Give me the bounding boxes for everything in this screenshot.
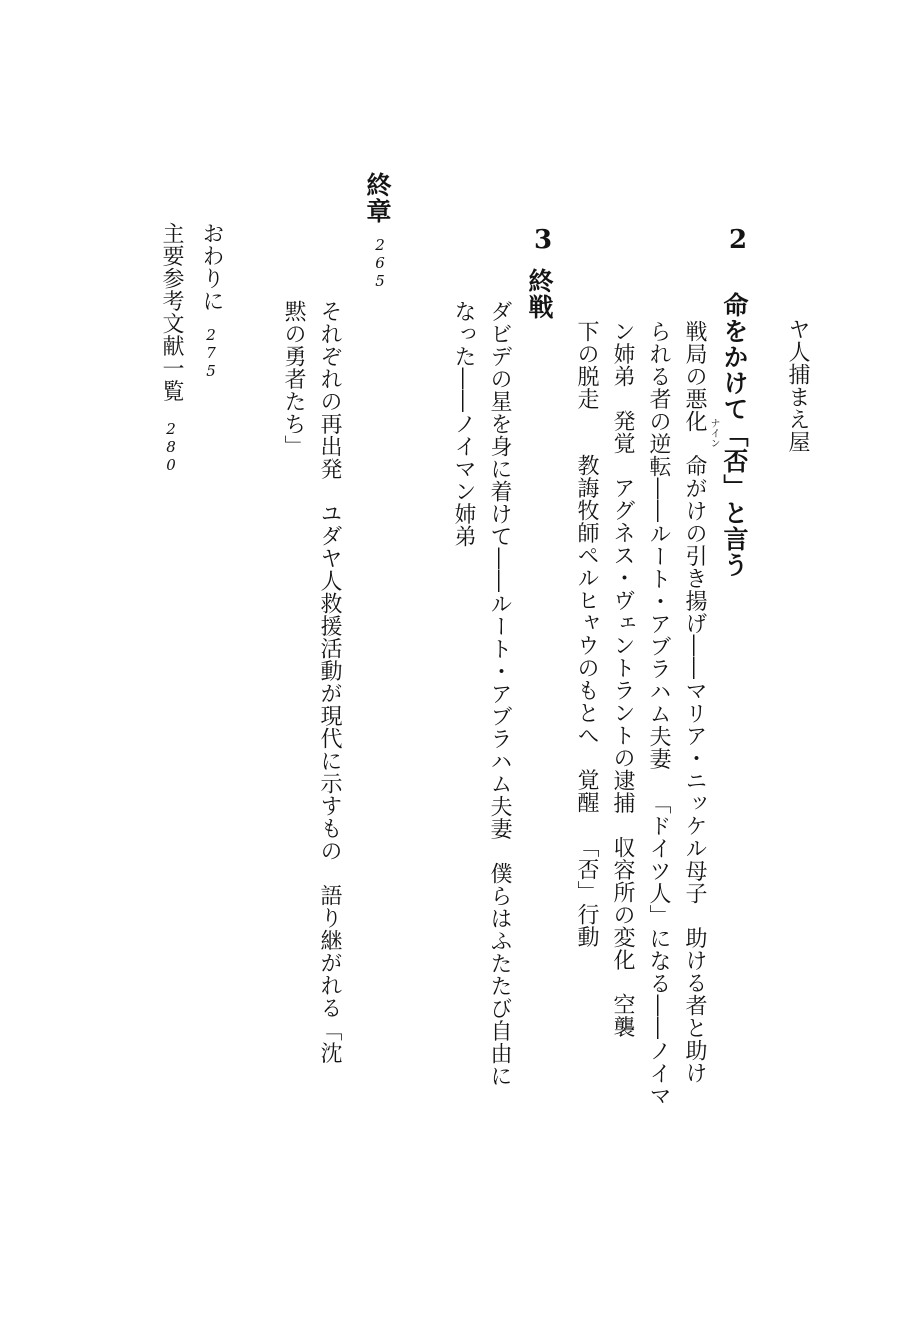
afterword-label: おわりに: [199, 222, 224, 312]
toc-subitems-line-5: [488, 300, 510, 1087]
bibliography-label: 主要参考文献一覧: [159, 222, 184, 402]
subitem-text: ン姉弟: [610, 320, 635, 388]
section-number-2: 2: [723, 225, 753, 256]
toc-subitems-line-2: [647, 320, 669, 1107]
subitem-text: 「ドイツ人」になる――ノイマ: [646, 792, 671, 1107]
toc-subitems-line-4: [575, 320, 597, 948]
subitem-text: 戦局の悪化: [682, 320, 707, 433]
subitem-text: それぞれの再出発: [317, 300, 342, 480]
final-chapter-page: 265: [371, 236, 389, 290]
subitem-text: ダビデの星を身に着けて――ルート・アブラハム夫妻: [487, 300, 512, 840]
toc-subitems-line-1: [683, 320, 705, 1084]
toc-subitems-line-6: なった――ノイマン姉弟: [451, 300, 476, 548]
subitem-text: 命がけの引き揚げ――マリア・ニッケル母子: [682, 454, 707, 905]
afterword-page: 275: [202, 326, 220, 380]
bibliography-entry: [160, 222, 182, 474]
ruby-nain: ナイン: [708, 418, 719, 448]
subitem-text: 空襲: [610, 993, 635, 1038]
section-number-3: 3: [528, 225, 558, 256]
subitem-text: 僕らはふたたび自由に: [487, 862, 512, 1087]
subitem-text: 収容所の変化: [610, 836, 635, 971]
subitem-text: ユダヤ人救援活動が現代に示すもの: [317, 502, 342, 862]
subitem-text: 語り継がれる「沈: [317, 884, 342, 1064]
subitem-text: アグネス・ヴェントラントの逮捕: [610, 476, 635, 814]
subitem-text: 覚醒: [574, 768, 599, 814]
section-title-2: [708, 292, 749, 578]
toc-subitems-line-8: 黙の勇者たち」: [281, 300, 306, 458]
subitem-text: られる者の逆転――ルート・アブラハム夫妻: [646, 320, 671, 770]
bibliography-page: 280: [162, 420, 180, 474]
toc-subitems-line-7: [318, 300, 340, 1064]
toc-subitems-line-3: [611, 320, 633, 1038]
subitem-text: 助ける者と助け: [682, 926, 707, 1084]
afterword-entry: [200, 222, 222, 380]
subitem-text: 下の脱走: [574, 320, 599, 410]
section-title-3: 終戦: [525, 268, 554, 320]
section-title-2-part2: と言う: [720, 500, 749, 578]
section-title-2-nain-kanji: 「否」: [720, 422, 749, 500]
toc-line-continuation: ヤ人捕まえ屋: [785, 318, 810, 453]
section-title-2-nain: [708, 418, 749, 500]
subitem-text: 教誨牧師ペルヒャウのもとへ: [574, 454, 599, 747]
final-chapter-title: 終章: [363, 172, 392, 224]
section-title-2-part1: 命をかけて: [720, 292, 749, 422]
subitem-text: 発覚: [610, 409, 635, 455]
subitem-text: 「否」行動: [574, 835, 599, 948]
